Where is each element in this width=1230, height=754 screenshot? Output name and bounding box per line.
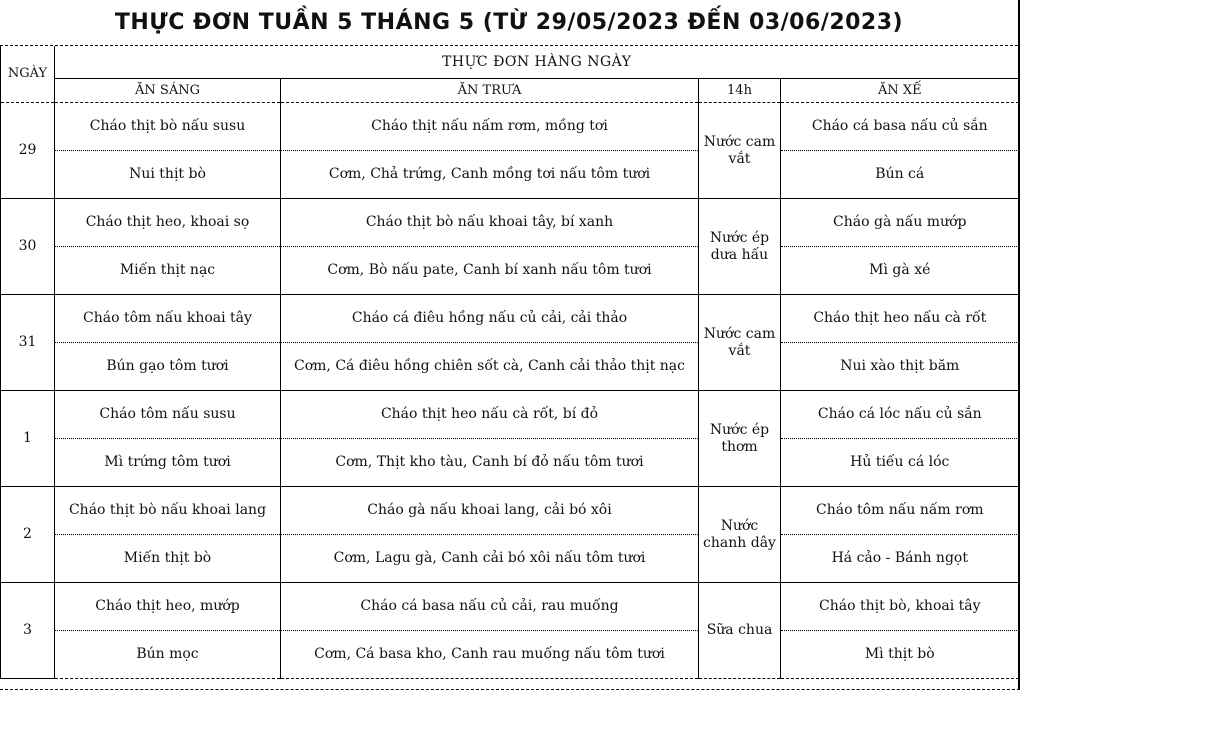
lunch-cell: Cháo cá basa nấu củ cải, rau muống — [281, 583, 699, 631]
table-row — [1, 103, 1019, 151]
breakfast-cell: Cháo tôm nấu susu — [55, 391, 281, 439]
day-cell: 29 — [1, 103, 55, 199]
snack-cell: Cháo gà nấu mướp — [781, 199, 1019, 247]
table-row — [1, 439, 1019, 487]
lunch-cell: Cháo cá điêu hồng nấu củ cải, cải thảo — [281, 295, 699, 343]
header-lunch: ĂN TRƯA — [281, 79, 699, 103]
header-snack: ĂN XẾ — [781, 79, 1019, 103]
snack-cell: Hủ tiếu cá lóc — [781, 439, 1019, 487]
menu-table — [0, 46, 1019, 679]
table-row — [1, 295, 1019, 343]
day-cell: 3 — [1, 583, 55, 679]
breakfast-cell: Mì trứng tôm tươi — [55, 439, 281, 487]
breakfast-cell: Cháo thịt heo, mướp — [55, 583, 281, 631]
table-row — [1, 199, 1019, 247]
table-row — [1, 247, 1019, 295]
table-row — [1, 343, 1019, 391]
afternoon-cell: Nước ép dưa hấu — [699, 199, 781, 295]
breakfast-cell: Nui thịt bò — [55, 151, 281, 199]
table-row — [1, 535, 1019, 583]
header-day: NGÀY — [1, 46, 55, 103]
table-row — [1, 487, 1019, 535]
table-row — [1, 631, 1019, 679]
table-row — [1, 583, 1019, 631]
lunch-cell: Cơm, Cá basa kho, Canh rau muống nấu tôm tươi — [281, 631, 699, 679]
snack-cell: Cháo thịt heo nấu cà rốt — [781, 295, 1019, 343]
header-breakfast: ĂN SÁNG — [55, 79, 281, 103]
breakfast-cell: Bún gạo tôm tươi — [55, 343, 281, 391]
afternoon-cell: Nước cam vắt — [699, 103, 781, 199]
afternoon-cell: Nước chanh dây — [699, 487, 781, 583]
afternoon-cell: Sữa chua — [699, 583, 781, 679]
lunch-cell: Cơm, Chả trứng, Canh mồng tơi nấu tôm tươi — [281, 151, 699, 199]
lunch-cell: Cháo thịt bò nấu khoai tây, bí xanh — [281, 199, 699, 247]
header-daily-menu: THỰC ĐƠN HÀNG NGÀY — [55, 46, 1019, 79]
day-cell: 30 — [1, 199, 55, 295]
lunch-cell: Cơm, Thịt kho tàu, Canh bí đỏ nấu tôm tươi — [281, 439, 699, 487]
breakfast-cell: Cháo thịt bò nấu susu — [55, 103, 281, 151]
breakfast-cell: Miến thịt nạc — [55, 247, 281, 295]
breakfast-cell: Cháo thịt bò nấu khoai lang — [55, 487, 281, 535]
snack-cell: Cháo cá lóc nấu củ sắn — [781, 391, 1019, 439]
breakfast-cell: Cháo tôm nấu khoai tây — [55, 295, 281, 343]
snack-cell: Há cảo - Bánh ngọt — [781, 535, 1019, 583]
day-cell: 2 — [1, 487, 55, 583]
day-cell: 1 — [1, 391, 55, 487]
snack-cell: Mì gà xé — [781, 247, 1019, 295]
table-row — [1, 151, 1019, 199]
lunch-cell: Cơm, Bò nấu pate, Canh bí xanh nấu tôm tươi — [281, 247, 699, 295]
afternoon-cell: Nước ép thơm — [699, 391, 781, 487]
afternoon-cell: Nước cam vắt — [699, 295, 781, 391]
lunch-cell: Cháo thịt heo nấu cà rốt, bí đỏ — [281, 391, 699, 439]
table-row — [1, 391, 1019, 439]
day-cell: 31 — [1, 295, 55, 391]
lunch-cell: Cháo thịt nấu nấm rơm, mồng tơi — [281, 103, 699, 151]
breakfast-cell: Bún mọc — [55, 631, 281, 679]
lunch-cell: Cơm, Cá điêu hồng chiên sốt cà, Canh cải thảo thịt nạc — [281, 343, 699, 391]
snack-cell: Cháo thịt bò, khoai tây — [781, 583, 1019, 631]
snack-cell: Nui xào thịt băm — [781, 343, 1019, 391]
breakfast-cell: Cháo thịt heo, khoai sọ — [55, 199, 281, 247]
header-afternoon: 14h — [699, 79, 781, 103]
lunch-cell: Cơm, Lagu gà, Canh cải bó xôi nấu tôm tươi — [281, 535, 699, 583]
page-title: THỰC ĐƠN TUẦN 5 THÁNG 5 (TỪ 29/05/2023 ĐẾN 03/06/2023) — [0, 0, 1018, 46]
snack-cell: Mì thịt bò — [781, 631, 1019, 679]
snack-cell: Cháo cá basa nấu củ sắn — [781, 103, 1019, 151]
breakfast-cell: Miến thịt bò — [55, 535, 281, 583]
lunch-cell: Cháo gà nấu khoai lang, cải bó xôi — [281, 487, 699, 535]
snack-cell: Bún cá — [781, 151, 1019, 199]
snack-cell: Cháo tôm nấu nấm rơm — [781, 487, 1019, 535]
